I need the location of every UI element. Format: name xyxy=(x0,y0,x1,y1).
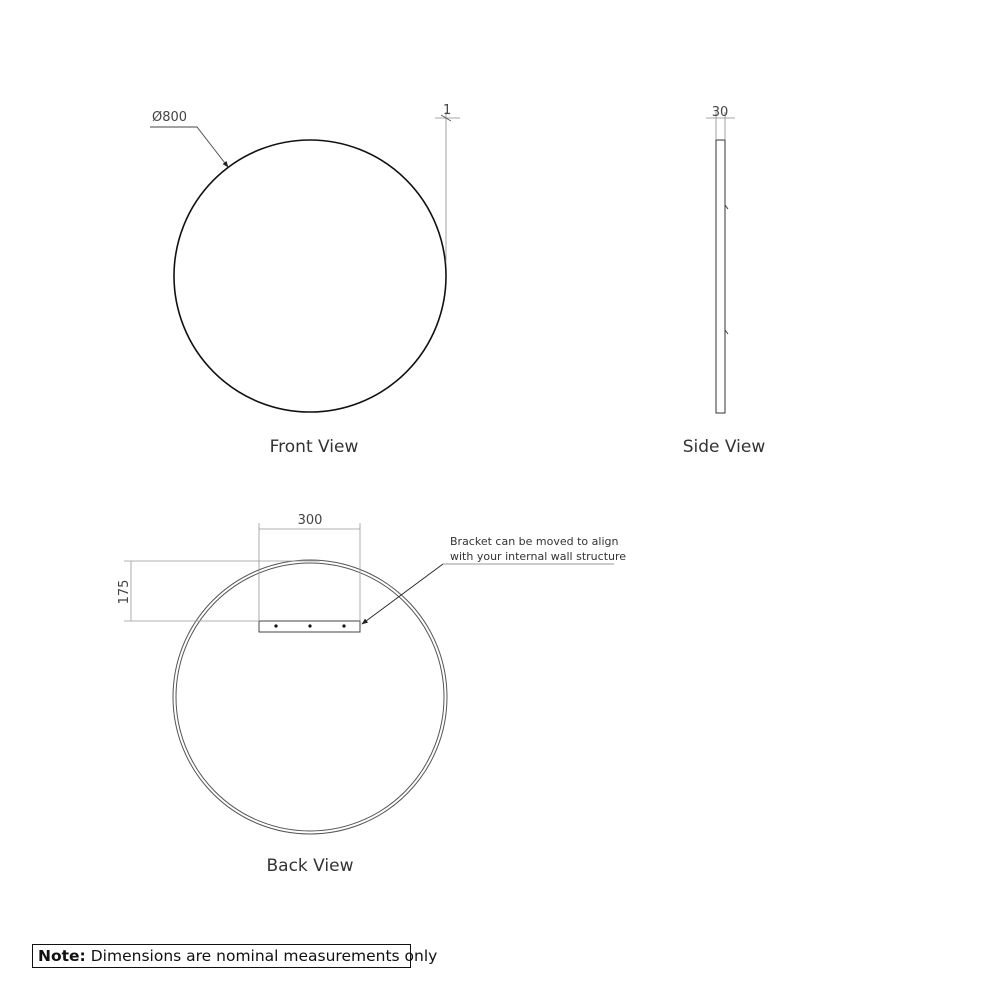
back-mirror-inner-rim xyxy=(176,563,444,831)
diameter-label: Ø800 xyxy=(152,110,188,125)
back-view-caption: Back View xyxy=(266,856,354,876)
bracket-width-label: 300 xyxy=(297,513,323,528)
front-mirror-outline xyxy=(174,140,446,412)
side-view-caption: Side View xyxy=(682,437,766,457)
side-mirror-profile xyxy=(716,140,725,413)
side-view xyxy=(683,105,766,457)
callout-text-line2: with your internal wall structure xyxy=(450,550,627,563)
depth-label: 30 xyxy=(711,105,729,120)
thickness-label: 1 xyxy=(443,103,452,118)
bracket-hole-left xyxy=(274,624,277,627)
diameter-leader-line xyxy=(150,127,228,167)
back-mirror-outer-rim xyxy=(173,560,447,834)
bracket-height-label: 175 xyxy=(117,579,132,605)
front-view-caption: Front View xyxy=(269,437,359,457)
back-view xyxy=(117,513,626,876)
dimensions-note xyxy=(32,944,438,968)
bracket-hole-right xyxy=(342,624,345,627)
note-label: Note: xyxy=(38,947,86,965)
callout-text-line1: Bracket can be moved to align xyxy=(450,535,619,548)
note-text: Dimensions are nominal measurements only xyxy=(90,947,438,965)
callout-leader-arrow xyxy=(362,564,443,624)
bracket-hole-center xyxy=(308,624,311,627)
front-view xyxy=(150,103,460,457)
